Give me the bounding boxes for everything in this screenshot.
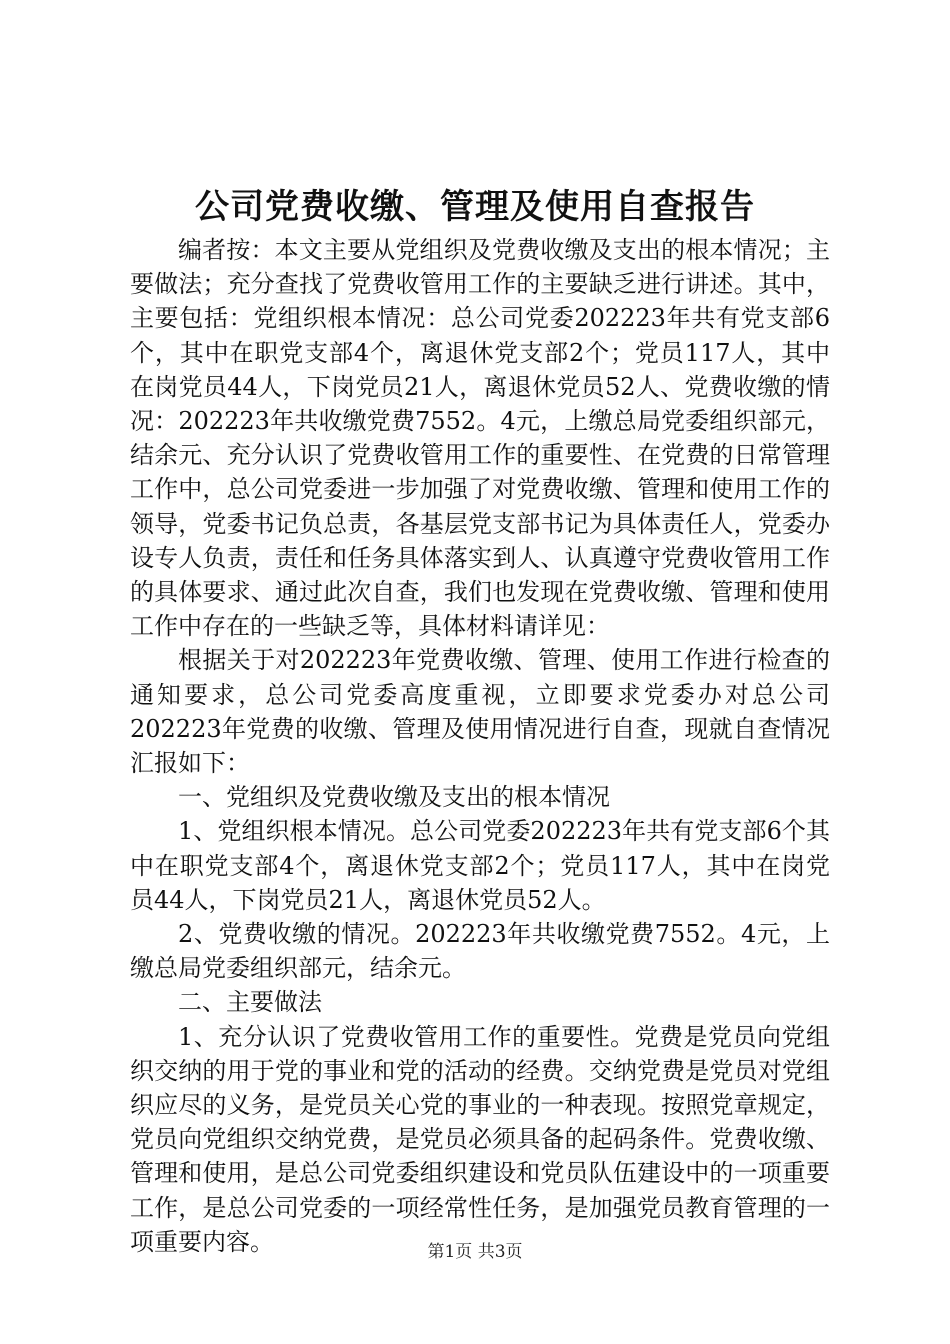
paragraph-fee-collection: 2、党费收缴的情况。202223年共收缴党费7552。4元，上缴总局党委组织部元，结余元。 <box>130 920 830 983</box>
document-body <box>130 233 830 1259</box>
page-number-footer: 第1页 共3页 <box>427 1242 523 1262</box>
paragraph-intro: 根据关于对202223年党费收缴、管理、使用工作进行检查的通知要求，总公司党委高度重视，立即要求党委办对总公司202223年党费的收缴、管理及使用情况进行自查，现就自查情况汇报如下： <box>130 646 830 778</box>
section-heading-1: 一、党组织及党费收缴及支出的根本情况 <box>178 783 610 812</box>
section-heading-2: 二、主要做法 <box>178 988 322 1017</box>
paragraph-org-status: 1、党组织根本情况。总公司党委202223年共有党支部6个其中在职党支部4个，离退休党支部2个；党员117人，其中在岗党员44人，下岗党员21人，离退休党员52人。 <box>130 817 830 914</box>
paragraph-main-practice-1: 1、充分认识了党费收管用工作的重要性。党费是党员向党组织交纳的用于党的事业和党的活动的经费。交纳党费是党员对党组织应尽的义务，是党员关心党的事业的一种表现。按照党章规定，党员向党组织交纳党费，是党员必须具备的起码条件。党费收缴、管理和使用，是总公司党委组织建设和党员队伍建设中的一项重要工作，是总公司党委的一项经常性任务，是加强党员教育管理的一项重要内容。 <box>130 1022 830 1256</box>
document-title: 公司党费收缴、管理及使用自查报告 <box>195 187 755 227</box>
paragraph-editor-note: 编者按：本文主要从党组织及党费收缴及支出的根本情况；主要做法；充分查找了党费收管用工作的主要缺乏进行讲述。其中，主要包括：党组织根本情况：总公司党委202223年共有党支部6个，其中在职党支部4个，离退休党支部2个；党员117人，其中在岗党员44人，下岗党员21人，离退休党员52人、党费收缴的情况：202223年共收缴党费7552。4元，上缴总局党委组织部元，结余元、充分认识了党费收管用工作的重要性、在党费的日常管理工作中，总公司党委进一步加强了对党费收缴、管理和使用工作的领导，党委书记负总责，各基层党支部书记为具体责任人，党委办设专人负责，责任和任务具体落实到人、认真遵守党费收管用工作的具体要求、通过此次自查，我们也发现在党费收缴、管理和使用工作中存在的一些缺乏等，具体材料请详见： <box>130 236 830 641</box>
